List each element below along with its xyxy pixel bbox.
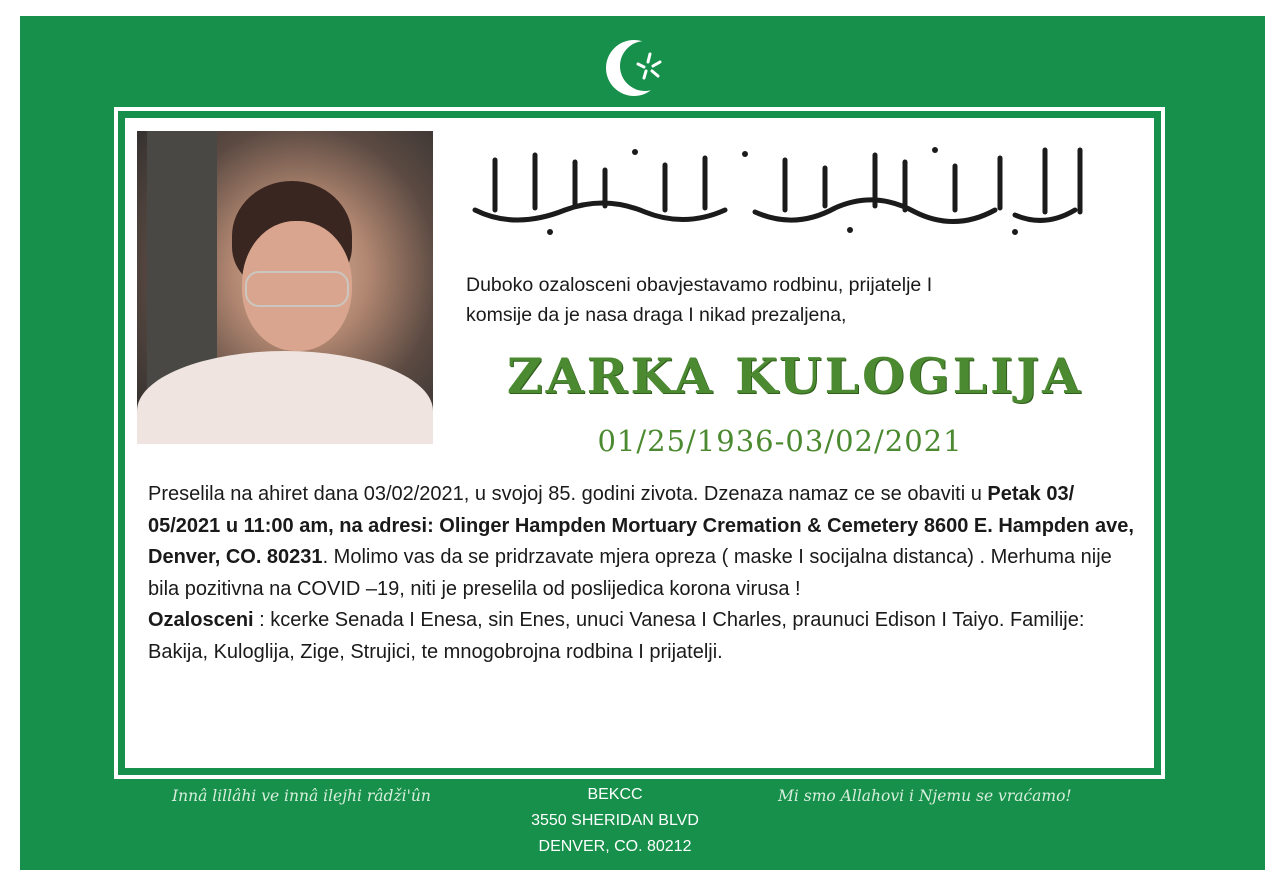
life-dates: 01/25/1936-03/02/2021 <box>597 424 963 458</box>
footer-phrase-left: Innâ lillâhi ve innâ ilejhi râdži'ûn <box>172 787 431 805</box>
intro-line-2: komsije da je nasa draga I nikad prezaljena, <box>466 304 847 326</box>
announcement-part-1: Preselila na ahiret dana 03/02/2021, u svojoj 85. godini zivota. Dzenaza namaz ce se obaviti u <box>148 483 988 505</box>
portrait-photo <box>137 131 433 444</box>
arabic-calligraphy-image <box>455 140 1105 240</box>
org-address <box>500 782 730 860</box>
org-name: BEKCC <box>587 786 643 803</box>
org-city: DENVER, CO. 80212 <box>538 838 692 855</box>
org-street: 3550 SHERIDAN BLVD <box>531 812 699 829</box>
funeral-details: Petak 03/ 05/2021 u 11:00 am, na adresi: Olinger Hampden Mortuary Cremation & Cemetery 8600 E. Hampden ave, Denver, CO. 80231 <box>148 483 1134 568</box>
announcement-part-2: . Molimo vas da se pridrzavate mjera opreza ( maske I socijalna distanca) . Merhuma nije bila pozitivna na COVID –19, niti je preselila od poslijedica korona virusa ! <box>148 546 1112 600</box>
footer-phrase-right: Mi smo Allahovi i Njemu se vraćamo! <box>778 787 1072 805</box>
mourners-list: : kcerke Senada I Enesa, sin Enes, unuci Vanesa I Charles, praunuci Edison I Taiyo. Familije: Bakija, Kuloglija, Zige, Strujici, te mnogobrojna rodbina I prijatelji. <box>148 609 1085 663</box>
mourners-label: Ozalosceni <box>148 609 254 631</box>
announcement-text <box>148 479 1143 668</box>
intro-line-1: Duboko ozalosceni obavjestavamo rodbinu, prijatelje I <box>466 274 933 296</box>
intro-text <box>466 270 1116 330</box>
crescent-star-icon <box>600 36 672 100</box>
deceased-name: ZARKA KULOGLIJA <box>506 347 1084 405</box>
